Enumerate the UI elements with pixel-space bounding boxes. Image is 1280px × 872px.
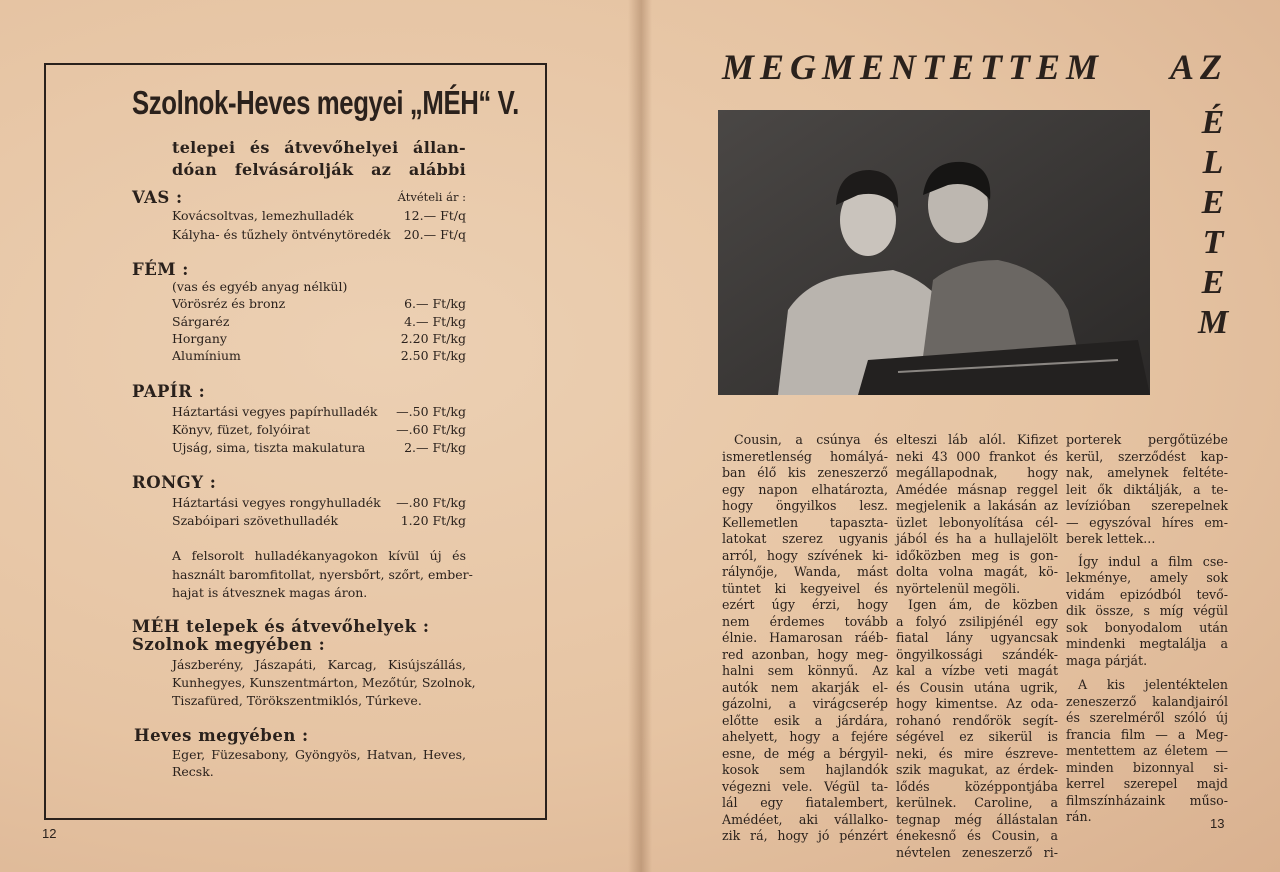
text-line: időközben meg is gon- bbox=[896, 547, 1058, 563]
text-line: és szerelméről szóló új bbox=[1066, 710, 1228, 725]
text-line: névtelen zeneszerző ri- bbox=[896, 844, 1058, 860]
text-line: nyörtelenül megöli. bbox=[896, 580, 1021, 596]
text-line: zik rá, hogy jó pénzért bbox=[722, 828, 888, 843]
item-name: Vörösréz és bronz bbox=[172, 296, 286, 311]
category-heading: FÉM : bbox=[132, 260, 189, 279]
price-row bbox=[172, 348, 466, 363]
text-line: latokat szerez ugyanis bbox=[722, 531, 888, 546]
text-line: Igen ám, de közben bbox=[908, 597, 1058, 612]
text-line: mentettem az életem — bbox=[1066, 743, 1228, 758]
price-row bbox=[172, 227, 466, 242]
text-line: a folyó zsilipjénél egy bbox=[896, 613, 1058, 629]
text-line: sok bonyodalom után bbox=[1066, 619, 1228, 635]
ad-title: Szolnok-Heves megyei „MÉH“ V. bbox=[132, 84, 519, 121]
text-line: előtte esik a járdára, bbox=[722, 712, 888, 728]
page-number-right: 13 bbox=[1210, 816, 1225, 831]
text-line: megjelenik a lakásán az bbox=[896, 498, 1058, 513]
text-line: minden bizonnyal si- bbox=[1066, 759, 1228, 775]
note-line: használt baromfitollat, nyersbőrt, szőrt, ember- bbox=[172, 567, 473, 582]
item-name: Kovácsoltvas, lemezhulladék bbox=[172, 208, 354, 223]
headline-letter: M bbox=[1198, 304, 1229, 341]
text-line: Így indul a film cse- bbox=[1078, 553, 1228, 569]
headline-letter: L bbox=[1202, 144, 1224, 181]
text-line: porterek pergőtüzébe bbox=[1066, 432, 1228, 447]
price-row bbox=[172, 404, 466, 419]
location-line: Eger, Füzesabony, Gyöngyös, Hatvan, Heves, bbox=[172, 747, 466, 762]
text-line: red azonban, hogy meg- bbox=[722, 646, 888, 662]
item-name: Kályha- és tűzhely öntvénytöredék bbox=[172, 227, 391, 242]
item-name: Sárgaréz bbox=[172, 314, 230, 329]
heves-heading: Heves megyében : bbox=[134, 726, 309, 745]
item-price: 2.20 Ft/kg bbox=[400, 331, 466, 346]
text-line: neki, és mire észreve- bbox=[896, 745, 1058, 761]
item-price: —.60 Ft/kg bbox=[396, 422, 466, 437]
text-line: ahelyett, hogy a fejére bbox=[722, 729, 888, 744]
text-line: rán. bbox=[1066, 809, 1092, 824]
item-price: 1.20 Ft/kg bbox=[400, 513, 466, 528]
item-name: Háztartási vegyes papírhulladék bbox=[172, 404, 378, 419]
text-line: kerül, szerződést kap- bbox=[1066, 448, 1228, 464]
text-line: dik össze, s míg végül bbox=[1066, 603, 1228, 618]
text-line: tegnap még állástalan bbox=[896, 811, 1058, 827]
article-column-3 bbox=[1066, 432, 1228, 826]
text-line: dolta volna magát, kö- bbox=[896, 564, 1058, 579]
text-line: rohanó rendőrök segít- bbox=[896, 712, 1058, 728]
text-line: ismeretlenség homályá- bbox=[722, 448, 888, 464]
headline-letter: É bbox=[1201, 104, 1225, 141]
category-heading: RONGY : bbox=[132, 473, 217, 492]
text-line: egy napon elhatározta, bbox=[722, 481, 888, 497]
location-line: Tiszafüred, Törökszentmiklós, Túrkeve. bbox=[172, 693, 422, 708]
text-line: szik magukat, az érdek- bbox=[896, 762, 1058, 777]
article-headline bbox=[722, 46, 1228, 88]
price-row bbox=[172, 495, 466, 510]
text-line: és Cousin utána ugrik, bbox=[896, 679, 1058, 695]
item-price: 6.— Ft/kg bbox=[404, 296, 466, 311]
text-line: berek lettek... bbox=[1066, 531, 1156, 546]
item-name: Alumínium bbox=[172, 348, 241, 363]
item-name: Szabóipari szövethulladék bbox=[172, 513, 339, 528]
text-line: francia film — a Meg- bbox=[1066, 726, 1228, 742]
item-price: 20.— Ft/q bbox=[403, 227, 466, 242]
locations-heading: MÉH telepek és átvevőhelyek : bbox=[132, 617, 430, 636]
page-number-left: 12 bbox=[42, 826, 57, 841]
text-line: üzlet lebonyolítása cél- bbox=[896, 514, 1058, 530]
text-line: leit ők diktálják, a te- bbox=[1066, 481, 1228, 497]
article-column-1 bbox=[722, 432, 888, 845]
text-line: autók nem akarják el- bbox=[722, 679, 888, 695]
item-price: 4.— Ft/kg bbox=[404, 314, 466, 329]
item-price: 2.50 Ft/kg bbox=[400, 348, 466, 363]
item-price: —.80 Ft/kg bbox=[396, 495, 466, 510]
location-line: Kunhegyes, Kunszentmárton, Mezőtúr, Szolnok, bbox=[172, 675, 476, 690]
headline-letter: E bbox=[1201, 264, 1225, 301]
text-line: Amédée másnap reggel bbox=[896, 481, 1058, 497]
text-line: élnie. Hamarosan ráéb- bbox=[722, 630, 888, 645]
text-line: A kis jelentéktelen bbox=[1078, 677, 1228, 692]
item-price: —.50 Ft/kg bbox=[396, 404, 466, 419]
text-line: mindenki megtalálja a bbox=[1066, 636, 1228, 651]
headline-word: MEGMENTETTEM bbox=[722, 47, 1105, 87]
location-line: Jászberény, Jászapáti, Karcag, Kisújszállás, bbox=[172, 657, 466, 672]
item-price: 2.— Ft/kg bbox=[404, 440, 466, 455]
price-row bbox=[172, 314, 466, 329]
text-line: halni sem könnyű. Az bbox=[722, 663, 888, 678]
price-row bbox=[172, 331, 466, 346]
text-line: öngyilkossági szándék- bbox=[896, 646, 1058, 662]
text-line: kal a vízbe veti magát bbox=[896, 663, 1058, 678]
szolnok-heading: Szolnok megyében : bbox=[132, 635, 326, 654]
text-line: kosok sem hajlandók bbox=[722, 762, 888, 777]
text-line: lekménye, amely sok bbox=[1066, 570, 1228, 585]
text-line: nem érdemes tovább bbox=[722, 613, 888, 629]
price-row bbox=[172, 440, 466, 455]
category-heading: PAPÍR : bbox=[132, 382, 206, 401]
page-gutter bbox=[628, 0, 652, 872]
item-name: Könyv, füzet, folyóirat bbox=[172, 422, 310, 437]
text-line: esne, de még a bérgyil- bbox=[722, 745, 888, 761]
price-header: Átvételi ár : bbox=[397, 190, 466, 204]
text-line: elteszi láb alól. Kifizet bbox=[896, 432, 1058, 447]
text-line: filmszínházaink műso- bbox=[1066, 792, 1228, 808]
text-line: — egyszóval híres em- bbox=[1066, 514, 1228, 530]
text-line: zeneszerző kalandjairól bbox=[1066, 693, 1228, 709]
text-line: maga párját. bbox=[1066, 652, 1148, 668]
text-line: gázolni, a virágcserép bbox=[722, 696, 888, 711]
ad-subtitle-line: dóan felvásárolják az alábbi bbox=[172, 160, 466, 179]
text-line: jából és ha a hullajelölt bbox=[896, 531, 1058, 546]
note-line: A felsorolt hulladékanyagokon kívül új és bbox=[172, 548, 466, 563]
text-line: vidám epizódból tevő- bbox=[1066, 586, 1228, 602]
text-line: Kellemetlen tapaszta- bbox=[722, 514, 888, 530]
category-note: (vas és egyéb anyag nélkül) bbox=[172, 279, 348, 294]
text-line: megállapodnak, hogy bbox=[896, 465, 1058, 480]
ad-subtitle-line: telepei és átvevőhelyei állan- bbox=[172, 138, 466, 157]
text-line: ségével ez sikerül is bbox=[896, 729, 1058, 744]
text-line: nak, amelynek feltéte- bbox=[1066, 465, 1228, 480]
text-line: neki 43 000 frankot és bbox=[896, 448, 1058, 464]
text-line: hogy öngyilkos lesz. bbox=[722, 498, 888, 513]
item-price: 12.— Ft/q bbox=[403, 208, 466, 223]
text-line: lődés középpontjába bbox=[896, 778, 1058, 794]
text-line: rálynője, Wanda, mást bbox=[722, 564, 888, 579]
item-name: Háztartási vegyes rongyhulladék bbox=[172, 495, 381, 510]
text-line: énekesnő és Cousin, a bbox=[896, 828, 1058, 843]
article-column-2 bbox=[896, 432, 1058, 861]
headline-letter: T bbox=[1202, 224, 1224, 261]
text-line: kerülnek. Caroline, a bbox=[896, 795, 1058, 810]
text-line: Cousin, a csúnya és bbox=[734, 432, 888, 447]
text-line: végezni vele. Végül ta- bbox=[722, 778, 888, 794]
item-name: Ujság, sima, tiszta makulatura bbox=[172, 440, 366, 455]
headline-word: AZ bbox=[1169, 47, 1228, 87]
price-row bbox=[172, 296, 466, 311]
price-row bbox=[172, 513, 466, 528]
price-row bbox=[172, 208, 466, 223]
text-line: lál egy fiatalembert, bbox=[722, 795, 888, 810]
text-line: ezért úgy érzi, hogy bbox=[722, 597, 888, 612]
text-line: levízióban szerepelnek bbox=[1066, 498, 1228, 513]
text-line: hogy kimentse. Az oda- bbox=[896, 696, 1058, 711]
text-line: fiatal lány ugyancsak bbox=[896, 630, 1058, 645]
headline-letter: E bbox=[1201, 184, 1225, 221]
category-heading: VAS : bbox=[132, 188, 183, 207]
text-line: arról, hogy szívének ki- bbox=[722, 547, 888, 563]
text-line: Amédéet, aki vállalko- bbox=[722, 811, 888, 827]
location-line: Recsk. bbox=[172, 764, 214, 779]
price-row bbox=[172, 422, 466, 437]
item-name: Horgany bbox=[172, 331, 227, 346]
film-still-photo bbox=[718, 110, 1150, 395]
text-line: kerrel szerepel majd bbox=[1066, 776, 1228, 791]
note-line: hajat is átvesznek magas áron. bbox=[172, 585, 368, 600]
text-line: tüntet ki kegyeivel és bbox=[722, 580, 888, 596]
text-line: ban élő kis zeneszerző bbox=[722, 465, 888, 480]
